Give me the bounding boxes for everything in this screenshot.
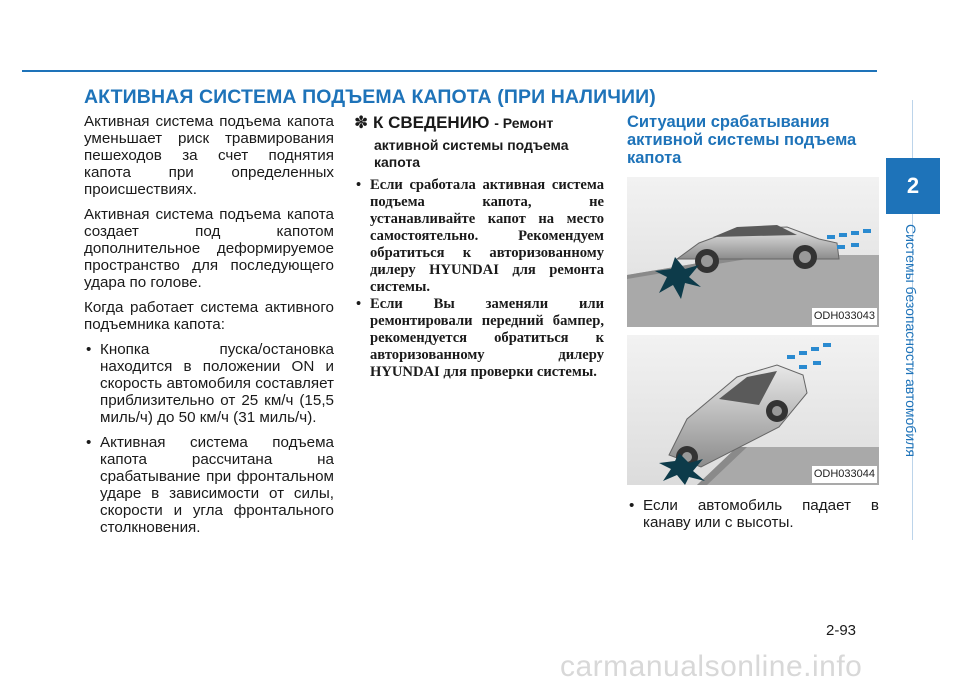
note-title [354,113,604,133]
figure-car-fall [627,335,879,485]
list-item: • Кнопка пуска/остановка находится в положении ON и скорость автомобиля составляет приблизительно от 25 км/ч (15,5 миль/ч) до 50 км/ч (31 миль/ч). [84,341,334,426]
chapter-title: Системы безопасности автомобиля [903,224,919,457]
figure-code: ODH033044 [812,466,877,483]
column-intro [84,113,334,544]
conditions-list [84,341,334,536]
list-item: • Если сработала активная система подъема капота, не устанавливайте капот на место самостоятельно. Рекомендуем обратиться к авторизованному дилеру HYUNDAI для ремонта системы. [354,177,604,296]
note-heading: К СВЕДЕНИЮ [372,113,490,132]
column-note [354,113,604,381]
note-list [354,177,604,381]
situations-list [627,497,879,531]
figure-car-ditch [627,177,879,327]
chapter-tab: 2 [886,158,940,214]
page-number: 2-93 [826,622,857,639]
intro-paragraph-3: Когда работает система активного подъемника капота: [84,299,334,333]
intro-paragraph-2: Активная система подъема капота создает под капотом дополнительное деформируемое пространство для последующего удара по голове. [84,206,334,291]
car-ditch-illustration [627,177,879,327]
list-item: • Если автомобиль падает в канаву или с высоты. [627,497,879,531]
watermark: carmanualsonline.info [560,650,863,683]
page-title: АКТИВНАЯ СИСТЕМА ПОДЪЕМА КАПОТА (ПРИ НАЛИЧИИ) [84,86,656,108]
chapter-label [866,224,956,474]
figure-code: ODH033043 [812,308,877,325]
intro-paragraph-1: Активная система подъема капота уменьшает риск травмирования пешеходов за счет поднятия капота при определенных происшествиях. [84,113,334,198]
asterisk-icon: ✽ [354,113,369,132]
column-situations [627,113,879,539]
note-subtitle-b: активной системы подъема капота [374,137,569,170]
top-rule [22,70,877,72]
car-fall-illustration [627,335,879,485]
section-title: Ситуации срабатывания активной системы подъема капота [627,113,857,167]
list-item: • Если Вы заменяли или ремонтировали передний бампер, рекомендуется обратиться к авторизованному дилеру HYUNDAI для проверки системы. [354,296,604,381]
list-item: • Активная система подъема капота рассчитана на срабатывание при фронтальном ударе в зависимости от силы, скорости и угла фронтального столкновения. [84,434,334,536]
note-subtitle-a: - Ремонт [494,115,554,131]
